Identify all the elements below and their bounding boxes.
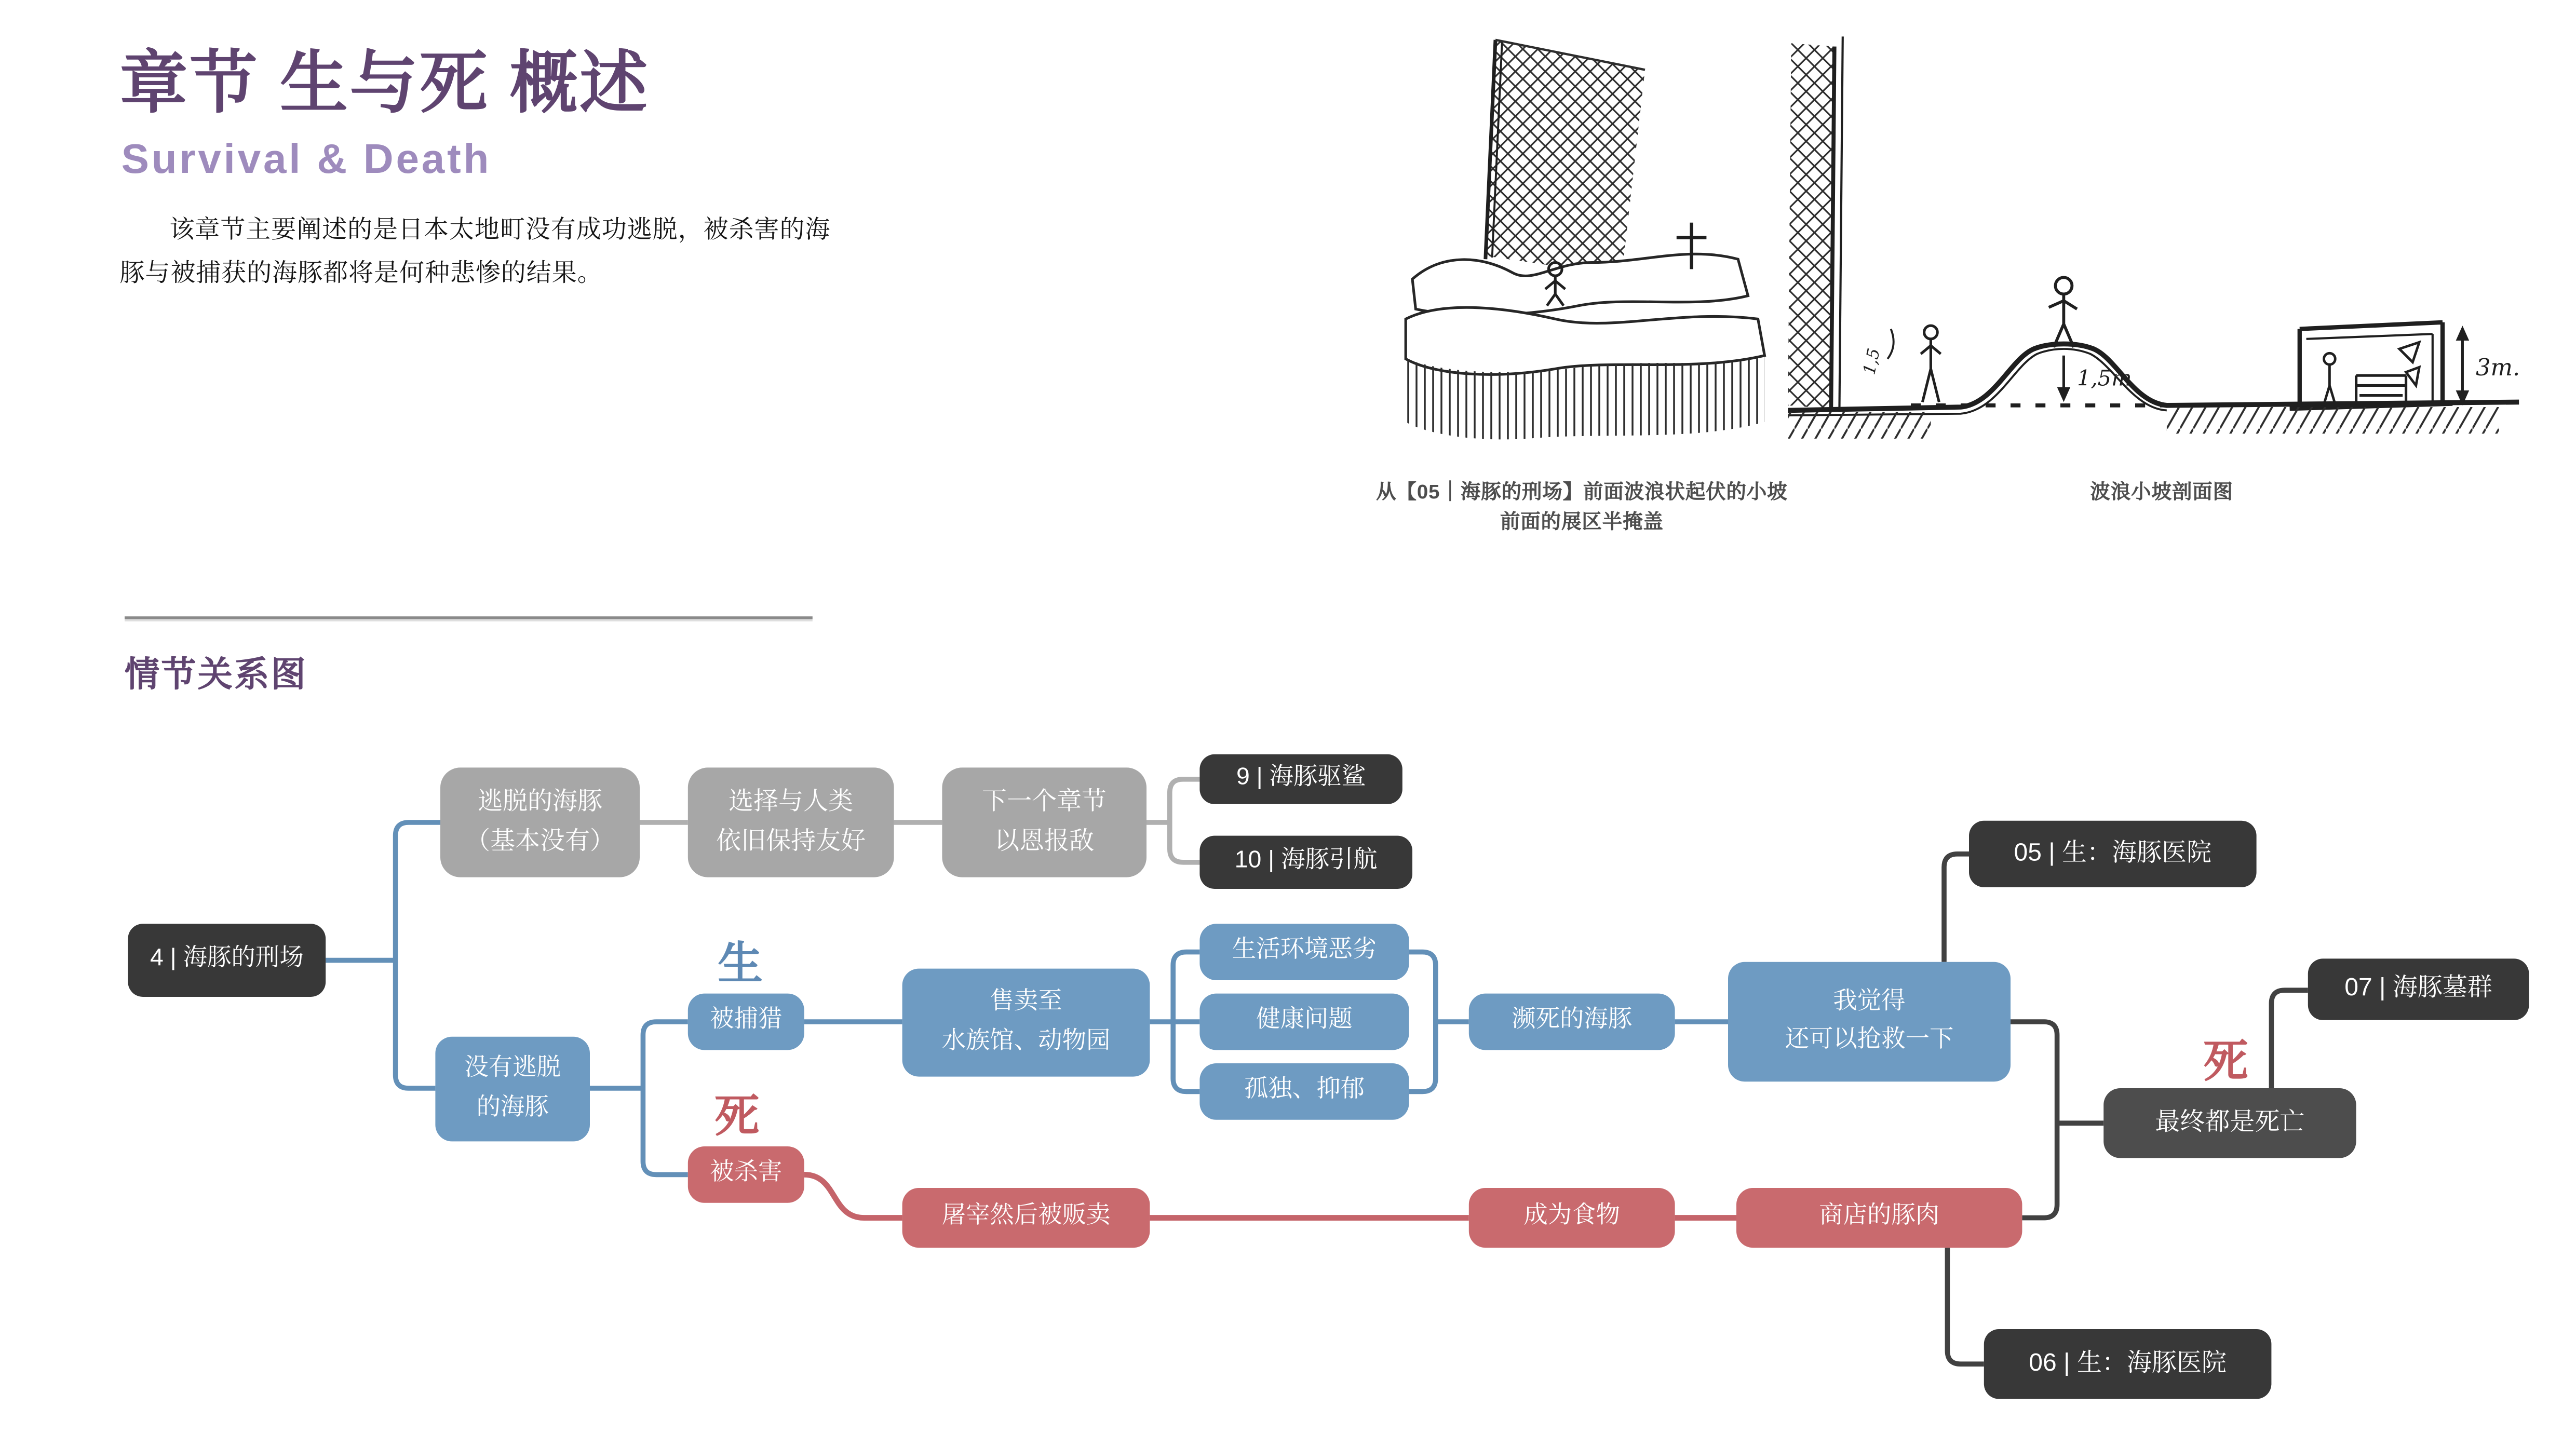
node-ch06-label: 06 | 生：海豚医院 <box>2029 1348 2227 1377</box>
node-try-rescue-line2: 还可以抢救一下 <box>1785 1026 1954 1053</box>
node-ch4-dolphin-execution-ground <box>128 924 326 997</box>
node-all-ends-in-death <box>2103 1088 2356 1158</box>
node-all-ends-in-death-label: 最终都是死亡 <box>2155 1107 2305 1136</box>
node-dying-dolphin <box>1469 994 1675 1050</box>
node-sold-line2: 水族馆、动物园 <box>941 1027 1111 1054</box>
annotation-booth-height: 3m. <box>2476 354 2520 382</box>
node-butchered-sold-label: 屠宰然后被贩卖 <box>941 1203 1111 1230</box>
node-next-line1: 下一个章节 <box>982 787 1107 816</box>
sketch-caption-right: 波浪小坡剖面图 <box>2090 480 2233 504</box>
node-ch06-dolphin-hospital <box>1984 1329 2272 1399</box>
page-title: 章节 生与死 概述 <box>119 45 650 121</box>
label-die-left: 死 <box>714 1091 760 1142</box>
node-captured-label: 被捕猎 <box>710 1007 783 1034</box>
node-ch9-dolphin-shark <box>1199 754 1402 804</box>
section-heading: 情节关系图 <box>125 656 307 695</box>
node-escaped-line1: 逃脱的海豚 <box>477 787 602 816</box>
node-friendly-line1: 选择与人类 <box>729 787 854 816</box>
node-captured <box>688 994 804 1050</box>
node-escaped-dolphins <box>440 767 640 877</box>
node-lonely-depressed <box>1199 1063 1409 1120</box>
node-sold-line1: 售卖至 <box>990 989 1062 1016</box>
node-ch05-label: 05 | 生：海豚医院 <box>2014 839 2212 867</box>
node-ch07-dolphin-graves <box>2308 958 2529 1020</box>
node-shop-dolphin-meat-label: 商店的豚肉 <box>1819 1203 1940 1230</box>
sketch-caption-left-line2: 前面的展区半掩盖 <box>1500 510 1664 534</box>
node-become-food-label: 成为食物 <box>1523 1203 1620 1230</box>
label-live: 生 <box>718 939 763 989</box>
label-die-right: 死 <box>2203 1036 2248 1087</box>
node-killed-label: 被杀害 <box>710 1160 783 1187</box>
node-sold-to-aquarium <box>902 969 1150 1077</box>
sketch-caption-left-line1: 从【05｜海豚的刑场】前面波浪状起伏的小坡 <box>1376 480 1788 504</box>
node-dying-dolphin-label: 濒死的海豚 <box>1512 1007 1633 1034</box>
node-shop-dolphin-meat <box>1736 1188 2022 1248</box>
node-bad-environment-label: 生活环境恶劣 <box>1232 938 1377 965</box>
node-become-food <box>1469 1188 1675 1248</box>
node-stay-friendly <box>688 767 894 877</box>
node-not-escaped-line1: 没有逃脱 <box>464 1056 561 1083</box>
node-health-problems-label: 健康问题 <box>1256 1007 1353 1034</box>
annotation-wall-height: 1,5 <box>1859 346 1884 376</box>
node-health-problems <box>1199 994 1409 1050</box>
node-friendly-line2: 依旧保持友好 <box>716 827 866 856</box>
node-ch10-label: 10 | 海豚引航 <box>1234 847 1378 874</box>
node-next-line2: 以恩报敌 <box>994 827 1095 856</box>
node-ch4-label: 4 | 海豚的刑场 <box>150 945 304 972</box>
node-ch07-label: 07 | 海豚墓群 <box>2344 974 2492 1003</box>
page-subtitle: Survival & Death <box>121 136 492 183</box>
node-next-chapter <box>942 767 1147 877</box>
node-bad-environment <box>1199 924 1409 980</box>
node-not-escaped-line2: 的海豚 <box>476 1094 549 1121</box>
node-ch10-dolphin-pilot <box>1199 836 1412 889</box>
node-butchered-sold <box>902 1188 1150 1248</box>
intro-paragraph: 该章节主要阐述的是日本太地町没有成功逃脱，被杀害的海豚与被捕获的海豚都将是何种悲惨的结果。 <box>119 216 831 288</box>
node-killed <box>688 1146 804 1203</box>
annotation-hill-height: 1,5m <box>2077 365 2132 391</box>
node-try-rescue-line1: 我觉得 <box>1833 988 1906 1015</box>
node-ch05-dolphin-hospital <box>1969 821 2257 887</box>
node-escaped-line2: （基本没有） <box>465 827 615 856</box>
node-ch9-label: 9 | 海豚驱鲨 <box>1236 764 1366 791</box>
node-try-rescue <box>1728 962 2011 1081</box>
node-lonely-depressed-label: 孤独、抑郁 <box>1244 1077 1365 1104</box>
node-not-escaped <box>435 1037 590 1142</box>
